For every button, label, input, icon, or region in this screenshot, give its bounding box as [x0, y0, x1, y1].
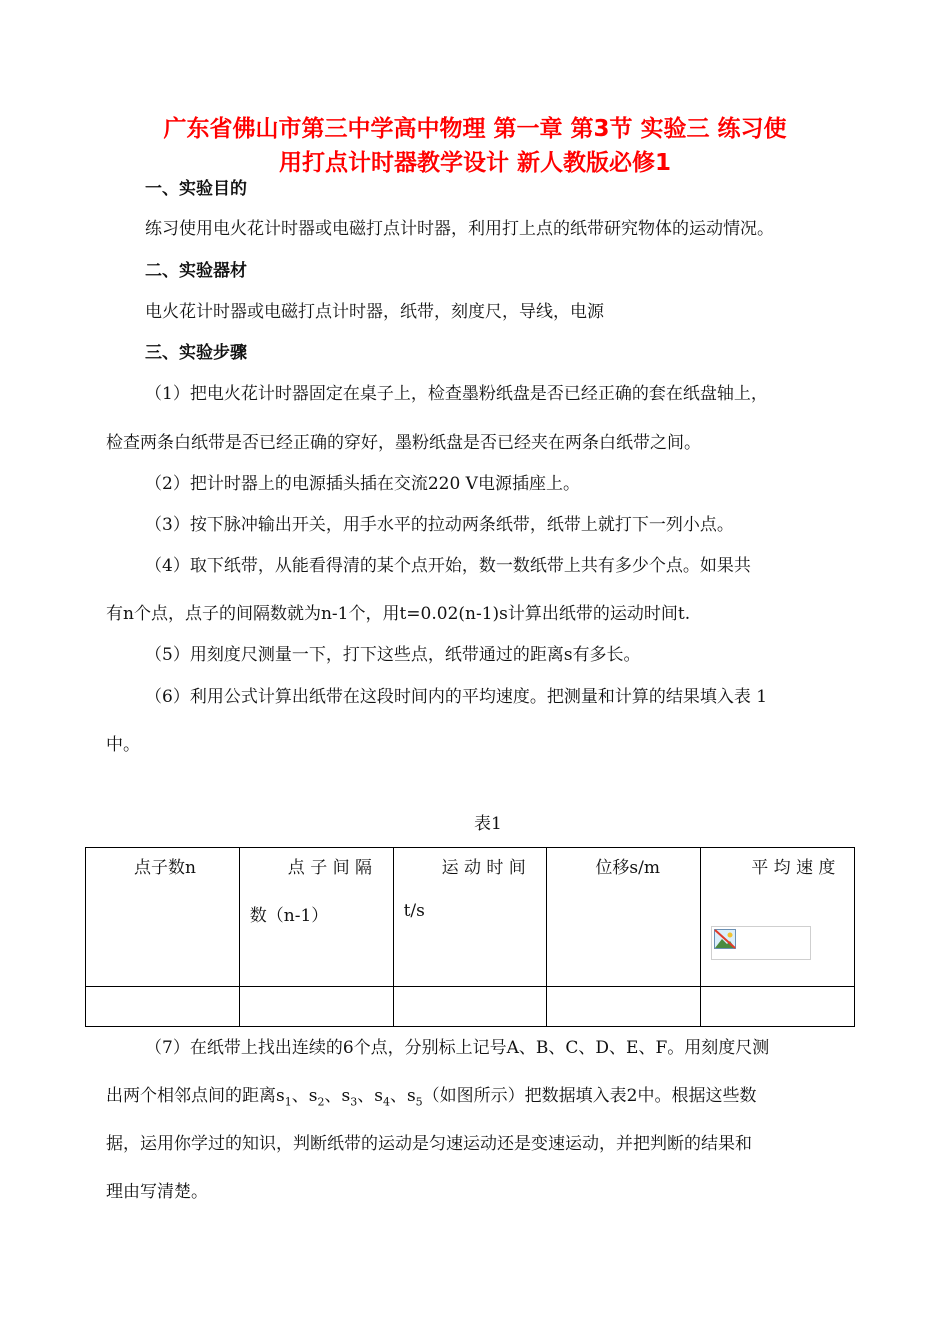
- header-avg-velocity: 平 均 速 度: [751, 858, 836, 878]
- data-cell-displacement[interactable]: [547, 987, 701, 1027]
- header-cell-point-count: [86, 848, 240, 987]
- table1-data-row: [86, 987, 855, 1027]
- s-symbol: s: [374, 1086, 383, 1106]
- data-cell-interval-count[interactable]: [239, 987, 393, 1027]
- table1: [85, 847, 855, 1027]
- header-interval-line1: 点 子 间 隔: [287, 858, 373, 878]
- header-time-line1: 运 动 时 间: [441, 858, 526, 878]
- header-time-line2: t/s: [403, 901, 425, 921]
- step3: （3）按下脉冲输出开关，用手水平的拉动两条纸带，纸带上就打下一列小点。: [145, 515, 734, 535]
- data-cell-avg-velocity[interactable]: [701, 987, 855, 1027]
- subscript-5: 5: [415, 1095, 423, 1109]
- section-heading-steps: 三、实验步骤: [145, 343, 247, 363]
- step7-line2: [106, 1081, 757, 1108]
- subscript-2: 2: [317, 1095, 325, 1109]
- step2: （2）把计时器上的电源插头插在交流220 V电源插座上。: [145, 474, 580, 494]
- step4-line2: 有n个点，点子的间隔数就为n-1个，用t=0.02(n-1)s计算出纸带的运动时间t.: [106, 604, 691, 624]
- step1-line1: （1）把电火花计时器固定在桌子上，检查墨粉纸盘是否已经正确的套在纸盘轴上，: [145, 384, 768, 404]
- subscript-1: 1: [284, 1095, 292, 1109]
- step7-line3: 据，运用你学过的知识，判断纸带的运动是匀速运动还是变速运动，并把判断的结果和: [106, 1134, 752, 1154]
- table1-caption: 表1: [474, 814, 502, 834]
- image-placeholder-icon: [714, 929, 736, 949]
- header-point-count: 点子数n: [134, 858, 196, 878]
- separator: 、: [389, 1086, 407, 1106]
- header-displacement: 位移s/m: [595, 858, 660, 878]
- table1-header-row: [86, 848, 855, 987]
- s-symbol: s: [406, 1086, 416, 1106]
- separator: 、: [357, 1086, 375, 1106]
- step6-line2: 中。: [106, 735, 140, 755]
- step1-line2: 检查两条白纸带是否已经正确的穿好，墨粉纸盘是否已经夹在两条白纸带之间。: [106, 433, 701, 453]
- step6-line1: （6）利用公式计算出纸带在这段时间内的平均速度。把测量和计算的结果填入表 1: [145, 687, 768, 707]
- step7-line1: （7）在纸带上找出连续的6个点，分别标上记号A、B、C、D、E、F。用刻度尺测: [145, 1038, 770, 1058]
- step7-line4: 理由写清楚。: [106, 1182, 208, 1202]
- header-cell-avg-velocity: [701, 848, 855, 987]
- step7-line2-end: （如图所示）把数据填入表2中。根据这些数: [422, 1086, 757, 1106]
- equipment-text: 电火花计时器或电磁打点计时器，纸带，刻度尺，导线，电源: [145, 302, 604, 322]
- step4-line1: （4）取下纸带，从能看得清的某个点开始，数一数纸带上共有多少个点。如果共: [145, 556, 751, 576]
- title-line-1: 广东省佛山市第三中学高中物理 第一章 第3节 实验三 练习使: [163, 116, 787, 142]
- s-symbol: s: [308, 1086, 318, 1106]
- data-cell-time[interactable]: [393, 987, 547, 1027]
- section-heading-purpose: 一、实验目的: [145, 179, 247, 199]
- separator: 、: [291, 1086, 309, 1106]
- s-symbol: s: [341, 1086, 351, 1106]
- header-cell-displacement: [547, 848, 701, 987]
- title-line-2: 用打点计时器教学设计 新人教版必修1: [278, 150, 671, 176]
- document-title: [100, 112, 850, 180]
- purpose-text: 练习使用电火花计时器或电磁打点计时器，利用打上点的纸带研究物体的运动情况。: [145, 219, 774, 239]
- step5: （5）用刻度尺测量一下，打下这些点，纸带通过的距离s有多长。: [145, 645, 641, 665]
- step7-line2-start: 出两个相邻点间的距离: [106, 1086, 276, 1106]
- separator: 、: [324, 1086, 342, 1106]
- section-heading-equipment: 二、实验器材: [145, 261, 247, 281]
- s-symbol: s: [276, 1086, 285, 1106]
- header-cell-interval-count: [239, 848, 393, 987]
- subscript-4: 4: [382, 1095, 390, 1109]
- data-cell-point-count[interactable]: [86, 987, 240, 1027]
- header-cell-time: [393, 848, 547, 987]
- header-interval-line2: 数（n-1）: [249, 906, 329, 926]
- subscript-3: 3: [350, 1095, 358, 1109]
- formula-image-placeholder: [711, 926, 811, 960]
